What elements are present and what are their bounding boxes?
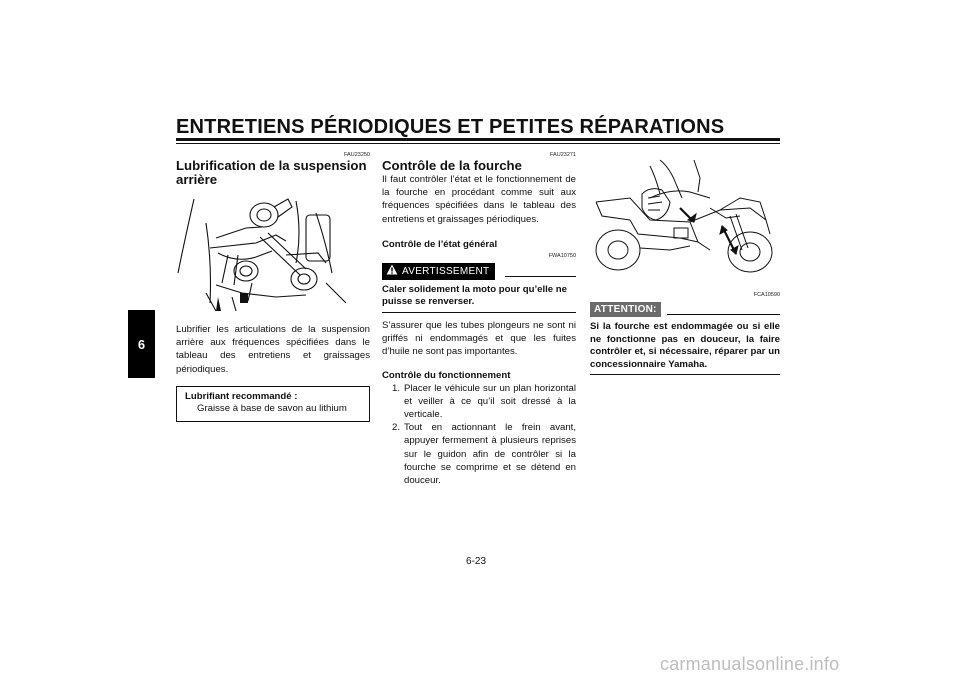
rear-suspension-illustration [176, 193, 356, 313]
attention-end-rule [590, 374, 780, 375]
attention-rule [667, 314, 780, 315]
section-body: Lubrifier les articulations de la suspension arrière aux fréquences spécifiées dans le tableau des entretiens et graissages périodiques. [176, 324, 370, 375]
subsection-heading-function: Contrôle du fonctionnement [382, 369, 511, 381]
attention-header [590, 302, 780, 317]
subsection-heading-general: Contrôle de l’état général [382, 238, 498, 250]
warning-triangle-icon [386, 264, 398, 278]
list-item [392, 382, 576, 422]
column-rear-suspension [176, 150, 370, 422]
warning-text: Caler solidement la moto pour qu’elle ne puisse se renverser. [382, 283, 567, 308]
attention-code: FCA10590 [753, 292, 780, 298]
general-check-text: S’assurer que les tubes plongeurs ne sont ni griffés ni endommagés et que les fuites d’huile ne sont pas importantes. [382, 320, 576, 358]
lubricant-value: Graisse à base de savon au lithium [197, 402, 347, 414]
lubricant-title: Lubrifiant recommandé : [185, 390, 298, 402]
section-intro: Il faut contrôler l’état et le fonctionnement de la fourche en procédant comme suit aux fréquences spécifiées dans le tableau des entretiens et graissages périodiques. [382, 174, 576, 225]
list-item [392, 421, 576, 487]
title-rule [176, 138, 780, 141]
step-number: 2. [392, 422, 401, 434]
section-code: FAU23250 [344, 152, 370, 158]
warning-rule [505, 276, 576, 277]
column-fork-illustration [590, 150, 780, 381]
warning-badge [382, 263, 495, 280]
section-heading: Contrôle de la fourche [382, 158, 522, 173]
page-title: ENTRETIENS PÉRIODIQUES ET PETITES RÉPARATIONS [176, 116, 725, 138]
title-rule-thin [176, 143, 780, 144]
chapter-tab: 6 [128, 310, 155, 378]
attention-text: Si la fourche est endommagée ou si elle ne fonctionne pas en douceur, la faire contrôler et, si nécessaire, réparer par un concessionnaire Yamaha. [590, 321, 780, 370]
step-text: Tout en actionnant le frein avant, appuyer fermement à plusieurs reprises sur le guidon afin de contrôler si la fourche se comprime et se détend en douceur. [404, 422, 576, 487]
step-number: 1. [392, 382, 401, 394]
page-number: 6-23 [466, 556, 487, 567]
section-code: FAU23271 [550, 152, 576, 158]
warning-header [382, 263, 576, 280]
warning-end-rule [382, 312, 576, 313]
steps-list [382, 382, 576, 488]
lubricant-box [176, 386, 370, 422]
warning-label: AVERTISSEMENT [402, 265, 490, 277]
step-text: Placer le véhicule sur un plan horizontal et veiller à ce qu’il soit dressé à la verticale. [404, 382, 576, 421]
column-fork-check [382, 150, 576, 487]
warning-code: FWA10750 [548, 252, 576, 259]
section-heading: Lubrification de la suspension arrière [176, 158, 367, 187]
watermark: carmanualsonline.info [660, 654, 840, 674]
motorcycle-fork-illustration [590, 158, 780, 276]
attention-badge: ATTENTION: [590, 302, 661, 317]
